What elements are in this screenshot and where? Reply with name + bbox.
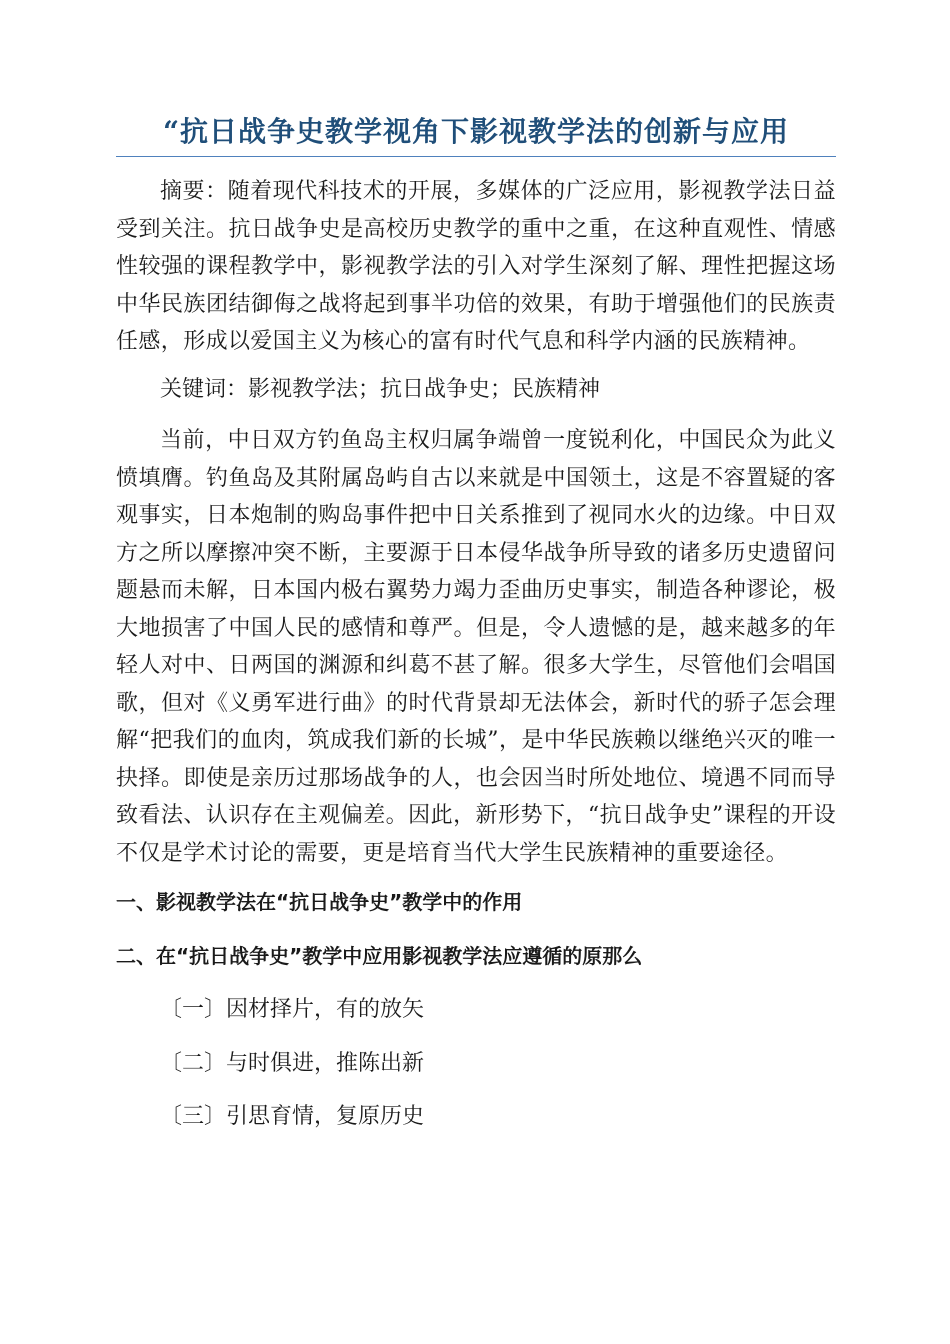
title-underline <box>116 156 836 157</box>
section-heading-2: 二、在“抗日战争史”教学中应用影视教学法应遵循的原那么 <box>116 943 643 968</box>
keywords-line: 关键词：影视教学法；抗日战争史；民族精神 <box>160 376 601 402</box>
section-heading-1: 一、影视教学法在“抗日战争史”教学中的作用 <box>116 890 523 914</box>
subsection-heading-1: 〔一〕因材择片，有的放矢 <box>160 997 425 1022</box>
document-title: “抗日战争史教学视角下影视教学法的创新与应用 <box>162 115 790 148</box>
abstract-paragraph: 摘要：随着现代科技术的开展，多媒体的广泛应用，影视教学法日益受到关注。抗日战争史是高校历史教学的重中之重，在这种直观性、情感性较强的课程教学中，影视教学法的引入对学生深刻了解、理性把握这场中华民族团结御侮之战将起到事半功倍的效果，有助于增强他们的民族责任感，形成以爱国主义为核心的富有时代气息和科学内涵的民族精神。 <box>116 179 836 354</box>
document-page <box>116 110 836 1152</box>
subsection-heading-2: 〔二〕与时俱进，推陈出新 <box>160 1050 425 1076</box>
intro-paragraph: 当前，中日双方钓鱼岛主权归属争端曾一度锐利化，中国民众为此义愤填膺。钓鱼岛及其附属岛屿自古以来就是中国领土，这是不容置疑的客观事实，日本炮制的购岛事件把中日关系推到了视同水火的边缘。中日双方之所以摩擦冲突不断，主要源于日本侵华战争所导致的诸多历史遗留问题悬而未解，日本国内极右翼势力竭力歪曲历史事实，制造各种谬论，极大地损害了中国人民的感情和尊严。但是，令人遗憾的是，越来越多的年轻人对中、日两国的渊源和纠葛不甚了解。很多大学生，尽管他们会唱国歌，但对《义勇军进行曲》的时代背景却无法体会，新时代的骄子怎会理解“把我们的血肉，筑成我们新的长城”，是中华民族赖以继绝兴灭的唯一抉择。即使是亲历过那场战争的人，也会因当时所处地位、境遇不同而导致看法、认识存在主观偏差。因此，新形势下，“抗日战争史”课程的开设不仅是学术讨论的需要，更是培育当代大学生民族精神的重要途径。 <box>116 428 836 866</box>
subsection-heading-3: 〔三〕引思育情，复原历史 <box>160 1104 425 1129</box>
